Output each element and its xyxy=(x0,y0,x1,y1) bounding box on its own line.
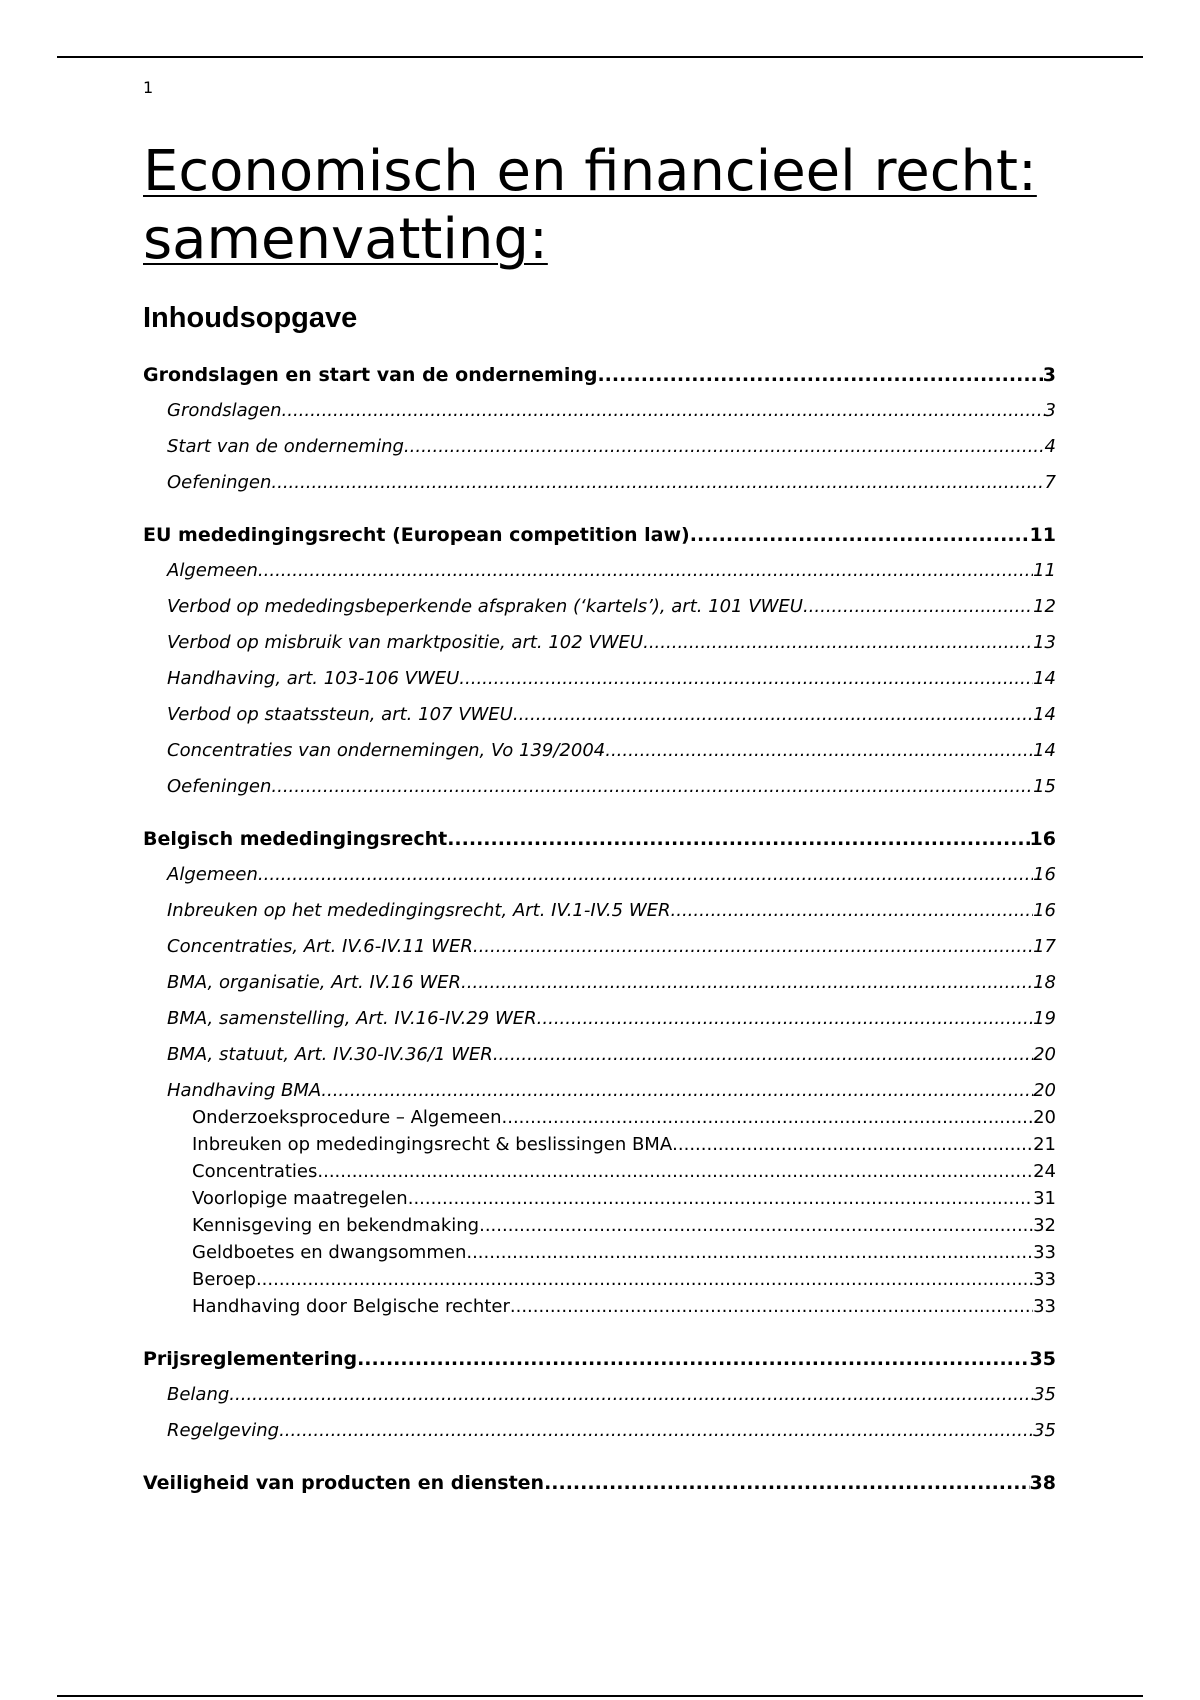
table-of-contents xyxy=(143,362,1056,1496)
toc-entry-page: 24 xyxy=(1033,1161,1056,1182)
toc-entry-label: Concentraties xyxy=(192,1161,318,1182)
toc-dot-leader xyxy=(690,522,1030,548)
toc-dot-leader xyxy=(605,738,1033,764)
toc-dot-leader xyxy=(513,702,1033,728)
toc-entry-label: Belang xyxy=(167,1384,230,1405)
toc-entry-level-3[interactable] xyxy=(143,1185,1056,1212)
toc-heading: Inhoudsopgave xyxy=(143,302,358,334)
toc-entry-page: 35 xyxy=(1033,1420,1056,1441)
toc-entry-label: Concentraties, Art. IV.6-IV.11 WER xyxy=(167,936,473,957)
toc-dot-leader xyxy=(357,1346,1029,1372)
toc-entry-label: Algemeen xyxy=(167,864,258,885)
toc-dot-leader xyxy=(502,1104,1034,1131)
toc-entry-page: 21 xyxy=(1033,1134,1056,1155)
toc-dot-leader xyxy=(597,362,1042,388)
toc-entry-label: Oefeningen xyxy=(167,472,272,493)
toc-dot-leader xyxy=(671,898,1034,924)
toc-entry-level-2[interactable] xyxy=(143,738,1056,764)
toc-entry-page: 38 xyxy=(1029,1472,1056,1494)
toc-entry-level-2[interactable] xyxy=(143,558,1056,584)
toc-entry-label: Concentraties van ondernemingen, Vo 139/2004 xyxy=(167,740,606,761)
toc-entry-page: 31 xyxy=(1033,1188,1056,1209)
toc-entry-page: 14 xyxy=(1033,740,1056,761)
toc-dot-leader xyxy=(408,1185,1033,1212)
toc-dot-leader xyxy=(537,1006,1033,1032)
toc-dot-leader xyxy=(279,1418,1033,1444)
document-title xyxy=(143,138,1093,274)
toc-dot-leader xyxy=(672,1131,1033,1158)
toc-entry-level-3[interactable] xyxy=(143,1104,1056,1131)
toc-entry-page: 7 xyxy=(1044,472,1056,493)
toc-entry-label: Algemeen xyxy=(167,560,258,581)
toc-entry-label: BMA, samenstelling, Art. IV.16-IV.29 WER xyxy=(167,1008,537,1029)
toc-entry-level-2[interactable] xyxy=(143,934,1056,960)
toc-entry-page: 20 xyxy=(1033,1080,1056,1101)
toc-entry-page: 16 xyxy=(1033,864,1056,885)
toc-entry-page: 33 xyxy=(1033,1296,1056,1317)
toc-entry-label: Belgisch mededingingsrecht xyxy=(143,828,448,850)
toc-entry-page: 33 xyxy=(1033,1242,1056,1263)
document-title-line-1: Economisch en financieel recht: xyxy=(143,139,1037,204)
toc-entry-page: 12 xyxy=(1033,596,1056,617)
toc-dot-leader xyxy=(258,558,1033,584)
toc-entry-level-2[interactable] xyxy=(143,470,1056,496)
toc-entry-label: Verbod op mededingsbeperkende afspraken (‘kartels’), art. 101 VWEU xyxy=(167,596,803,617)
toc-entry-page: 4 xyxy=(1044,436,1056,457)
toc-dot-leader xyxy=(643,630,1033,656)
toc-entry-label: Grondslagen en start van de onderneming xyxy=(143,364,598,386)
toc-entry-level-3[interactable] xyxy=(143,1293,1056,1320)
toc-entry-page: 35 xyxy=(1029,1348,1056,1370)
toc-entry-level-3[interactable] xyxy=(143,1158,1056,1185)
toc-entry-level-2[interactable] xyxy=(143,398,1056,424)
toc-entry-level-1[interactable] xyxy=(143,1346,1056,1372)
toc-entry-level-2[interactable] xyxy=(143,898,1056,924)
toc-entry-level-2[interactable] xyxy=(143,970,1056,996)
toc-entry-page: 15 xyxy=(1033,776,1056,797)
toc-entry-label: Handhaving door Belgische rechter xyxy=(192,1296,510,1317)
toc-entry-page: 18 xyxy=(1033,972,1056,993)
toc-entry-page: 19 xyxy=(1033,1008,1056,1029)
toc-entry-label: Voorlopige maatregelen xyxy=(192,1188,408,1209)
toc-entry-level-2[interactable] xyxy=(143,594,1056,620)
toc-dot-leader xyxy=(321,1078,1033,1104)
toc-entry-label: Inbreuken op het mededingingsrecht, Art. IV.1-IV.5 WER xyxy=(167,900,671,921)
toc-entry-level-3[interactable] xyxy=(143,1266,1056,1293)
toc-entry-page: 3 xyxy=(1042,364,1056,386)
toc-entry-level-1[interactable] xyxy=(143,826,1056,852)
toc-entry-label: Veiligheid van producten en diensten xyxy=(143,1472,545,1494)
toc-entry-label: Onderzoeksprocedure – Algemeen xyxy=(192,1107,502,1128)
toc-dot-leader xyxy=(404,434,1045,460)
toc-entry-page: 16 xyxy=(1033,900,1056,921)
toc-dot-leader xyxy=(473,934,1033,960)
toc-entry-page: 3 xyxy=(1044,400,1056,421)
toc-entry-level-1[interactable] xyxy=(143,522,1056,548)
toc-entry-label: BMA, statuut, Art. IV.30-IV.36/1 WER xyxy=(167,1044,493,1065)
toc-entry-level-3[interactable] xyxy=(143,1239,1056,1266)
toc-dot-leader xyxy=(803,594,1033,620)
toc-entry-level-1[interactable] xyxy=(143,362,1056,388)
toc-dot-leader xyxy=(466,1239,1033,1266)
toc-dot-leader xyxy=(271,774,1033,800)
toc-dot-leader xyxy=(271,470,1044,496)
toc-entry-label: Geldboetes en dwangsommen xyxy=(192,1242,467,1263)
toc-entry-level-2[interactable] xyxy=(143,702,1056,728)
toc-entry-label: Verbod op misbruik van marktpositie, art. 102 VWEU xyxy=(167,632,644,653)
toc-entry-page: 20 xyxy=(1033,1044,1056,1065)
toc-entry-label: Grondslagen xyxy=(167,400,282,421)
toc-dot-leader xyxy=(493,1042,1033,1068)
toc-dot-leader xyxy=(544,1470,1029,1496)
toc-entry-label: Handhaving, art. 103-106 VWEU xyxy=(167,668,460,689)
toc-entry-level-2[interactable] xyxy=(143,434,1056,460)
toc-dot-leader xyxy=(256,1266,1033,1293)
toc-entry-page: 32 xyxy=(1033,1215,1056,1236)
toc-dot-leader xyxy=(258,862,1033,888)
toc-entry-level-3[interactable] xyxy=(143,1131,1056,1158)
toc-entry-level-2[interactable] xyxy=(143,1006,1056,1032)
toc-entry-label: Beroep xyxy=(192,1269,256,1290)
page-number: 1 xyxy=(143,78,154,97)
toc-dot-leader xyxy=(282,398,1045,424)
toc-dot-leader xyxy=(317,1158,1033,1185)
toc-entry-level-2[interactable] xyxy=(143,862,1056,888)
toc-entry-label: Prijsreglementering xyxy=(143,1348,358,1370)
toc-entry-label: Regelgeving xyxy=(167,1420,280,1441)
toc-entry-label: EU mededingingsrecht (European competition law) xyxy=(143,524,690,546)
toc-entry-label: Kennisgeving en bekendmaking xyxy=(192,1215,480,1236)
toc-entry-page: 14 xyxy=(1033,668,1056,689)
toc-entry-label: Inbreuken op mededingingsrecht & beslissingen BMA xyxy=(192,1134,673,1155)
document-title-line-2: samenvatting: xyxy=(143,207,548,272)
toc-dot-leader xyxy=(479,1212,1033,1239)
toc-entry-label: Handhaving BMA xyxy=(167,1080,322,1101)
toc-entry-page: 14 xyxy=(1033,704,1056,725)
toc-entry-level-2[interactable] xyxy=(143,774,1056,800)
toc-entry-level-1[interactable] xyxy=(143,1470,1056,1496)
toc-entry-level-3[interactable] xyxy=(143,1212,1056,1239)
toc-entry-page: 35 xyxy=(1033,1384,1056,1405)
toc-entry-label: Verbod op staatssteun, art. 107 VWEU xyxy=(167,704,513,725)
toc-entry-page: 17 xyxy=(1033,936,1056,957)
toc-entry-page: 11 xyxy=(1029,524,1056,546)
toc-entry-page: 16 xyxy=(1029,828,1056,850)
toc-entry-level-2[interactable] xyxy=(143,1418,1056,1444)
toc-entry-page: 20 xyxy=(1033,1107,1056,1128)
toc-entry-level-2[interactable] xyxy=(143,1382,1056,1408)
toc-entry-level-2[interactable] xyxy=(143,1042,1056,1068)
toc-entry-label: Start van de onderneming xyxy=(167,436,404,457)
toc-entry-page: 13 xyxy=(1033,632,1056,653)
toc-dot-leader xyxy=(461,970,1033,996)
toc-entry-page: 11 xyxy=(1033,560,1056,581)
toc-dot-leader xyxy=(447,826,1029,852)
toc-dot-leader xyxy=(229,1382,1033,1408)
toc-entry-level-2[interactable] xyxy=(143,666,1056,692)
toc-entry-page: 33 xyxy=(1033,1269,1056,1290)
toc-dot-leader xyxy=(510,1293,1033,1320)
toc-entry-label: BMA, organisatie, Art. IV.16 WER xyxy=(167,972,462,993)
toc-entry-label: Oefeningen xyxy=(167,776,272,797)
toc-entry-level-2[interactable] xyxy=(143,630,1056,656)
toc-dot-leader xyxy=(459,666,1033,692)
header-rule xyxy=(57,56,1143,58)
toc-entry-level-2[interactable] xyxy=(143,1078,1056,1104)
footer-rule xyxy=(57,1695,1143,1697)
